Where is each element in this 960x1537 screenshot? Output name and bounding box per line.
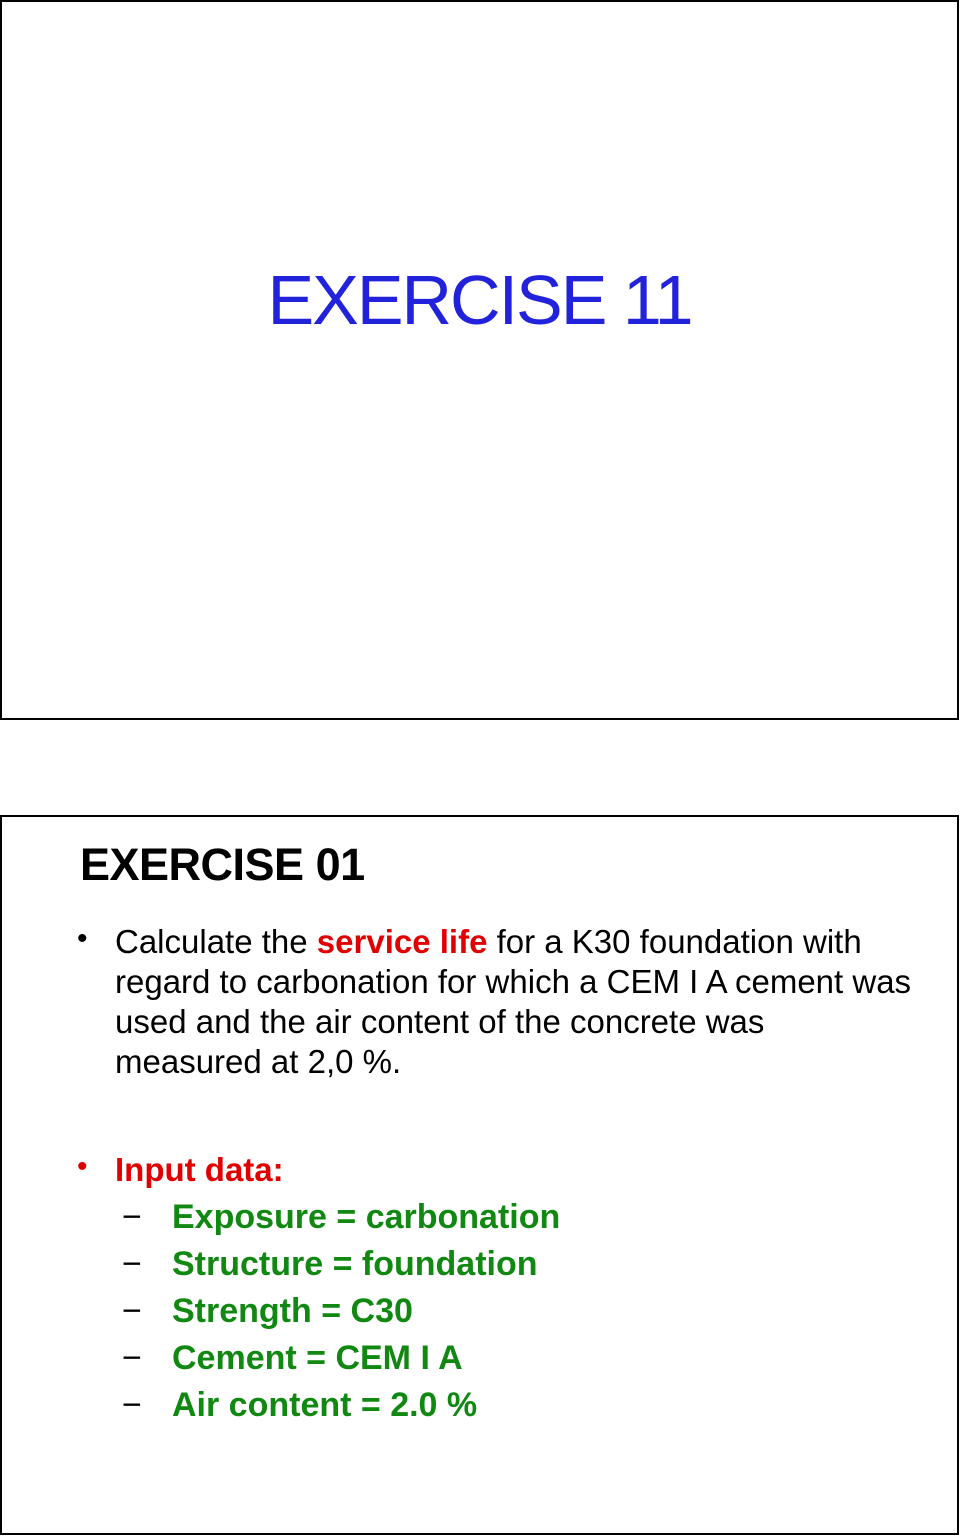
bullet-input-data [77,1150,917,1190]
dash-glyph: − [122,1292,142,1330]
description-highlight: service life [316,923,488,960]
input-structure: Structure = foundation [172,1245,538,1283]
dash-glyph: − [122,1339,142,1377]
slide-exercise-01 [0,815,959,1535]
bullet-description [77,922,917,1082]
input-air-content: Air content = 2.0 % [172,1386,478,1424]
input-cement: Cement = CEM I A [172,1339,463,1377]
description-text [115,922,917,1082]
dash-glyph: − [122,1386,142,1424]
input-strength: Strength = C30 [172,1292,413,1330]
input-data-heading: Input data: [115,1151,284,1188]
bullet-glyph: • [77,922,88,955]
description-part: Calculate the [115,923,317,960]
slide-title: EXERCISE 01 [80,839,365,890]
input-exposure: Exposure = carbonation [172,1198,561,1236]
dash-glyph: − [122,1245,142,1283]
slide-exercise-11 [0,0,959,720]
dash-glyph: − [122,1198,142,1236]
slide-title: EXERCISE 11 [267,261,692,339]
bullet-glyph: • [77,1150,88,1183]
description-part: for a K30 foundation with regard to carbonation for which a CEM I A cement was used and the air content of the concrete was measured at 2,0 %. [115,923,912,1080]
